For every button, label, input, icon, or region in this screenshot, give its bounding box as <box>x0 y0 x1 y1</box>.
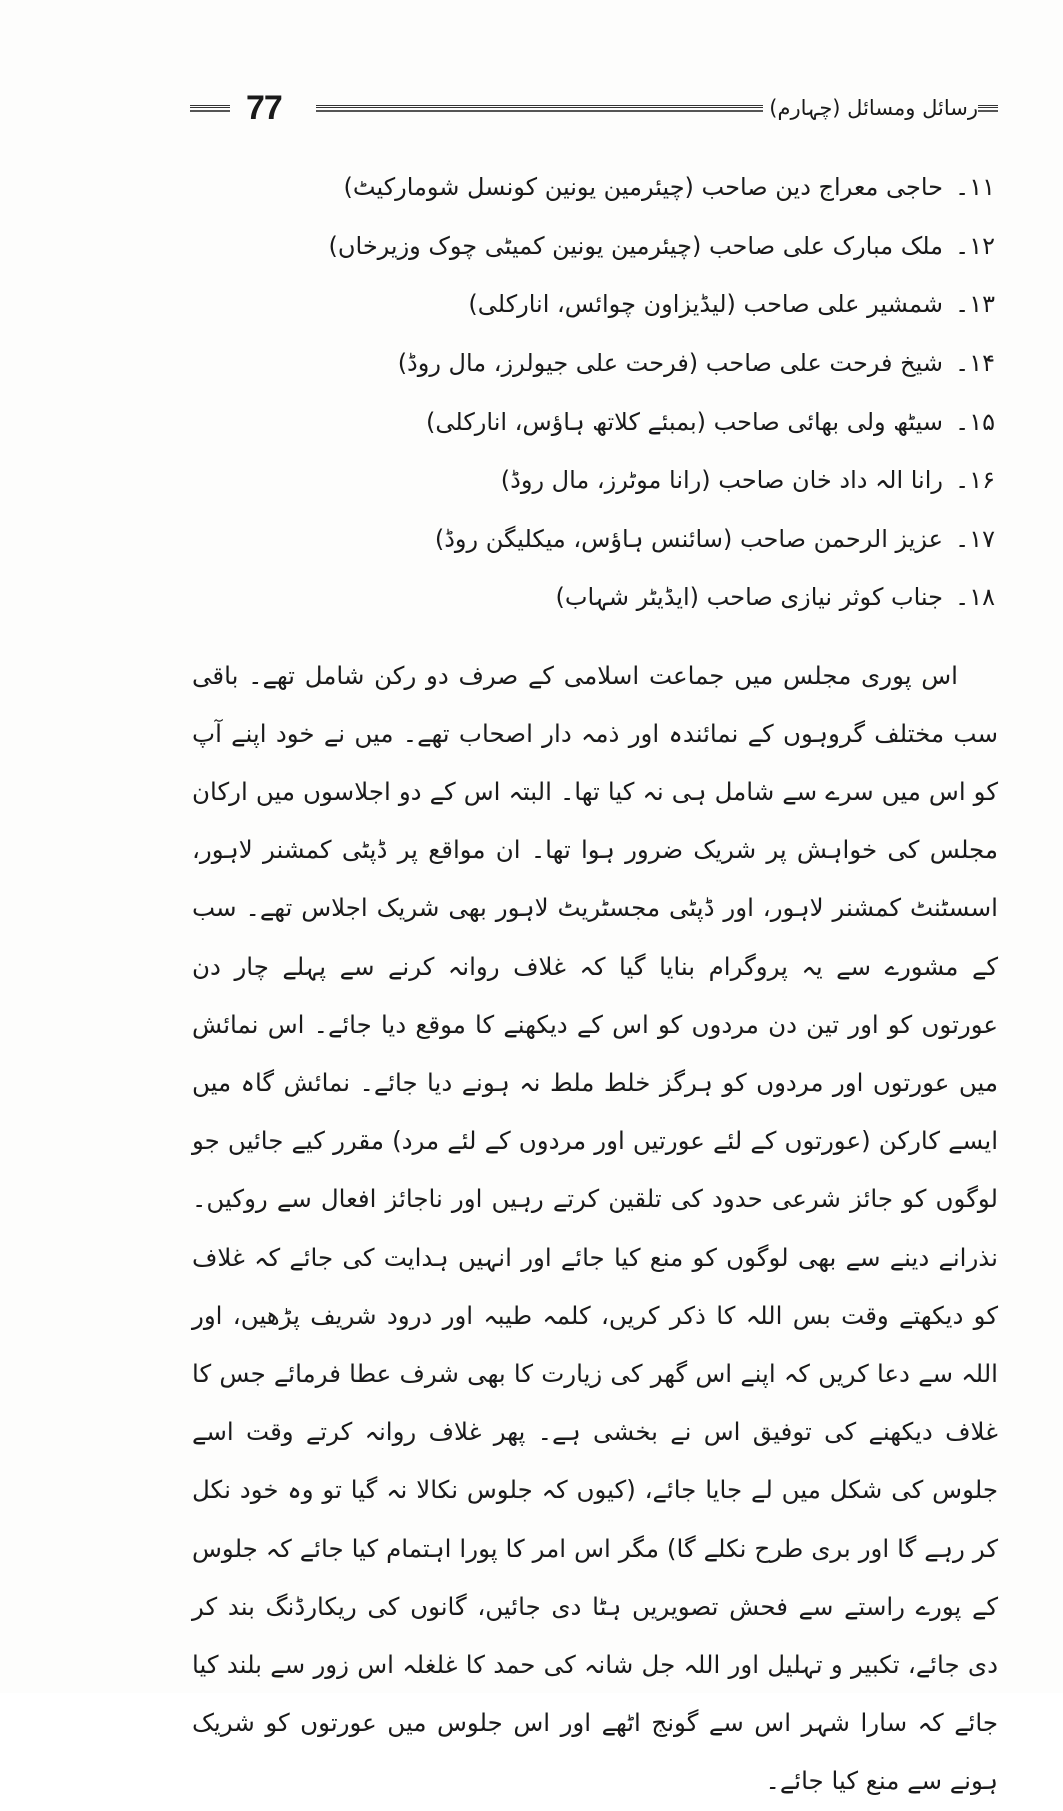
item-text: عزیز الرحمن صاحب (سائنس ہاؤس، میکلیگن روڈ) <box>434 524 943 553</box>
list-item <box>195 275 995 334</box>
header-rule <box>316 105 763 112</box>
page-header <box>190 90 998 126</box>
item-text: جناب کوثر نیازی صاحب (ایڈیٹر شہاب) <box>555 583 943 612</box>
item-text: شمشیر علی صاحب (لیڈیزاون چوائس، انارکلی) <box>468 290 943 319</box>
item-text: حاجی معراج دین صاحب (چیئرمین یونین کونسل شومارکیٹ) <box>343 173 943 202</box>
header-rule <box>190 105 230 112</box>
list-item <box>195 334 995 393</box>
item-number: ۱۳۔ <box>955 290 995 319</box>
list-item <box>195 392 995 451</box>
list-item <box>195 158 995 217</box>
list-item <box>195 451 995 510</box>
item-text: رانا الہ داد خان صاحب (رانا موٹرز، مال روڈ) <box>500 466 943 495</box>
item-text: سیٹھ ولی بھائی صاحب (بمبئے کلاتھ ہاؤس، انارکلی) <box>426 407 943 436</box>
list-item <box>195 568 995 627</box>
item-number: ۱۷۔ <box>955 524 995 553</box>
book-title: رسائل ومسائل (چہارم) <box>769 96 978 120</box>
item-text: ملک مبارک علی صاحب (چیئرمین یونین کمیٹی چوک وزیرخاں) <box>328 231 943 260</box>
item-number: ۱۴۔ <box>955 349 995 378</box>
item-number: ۱۵۔ <box>955 407 995 436</box>
item-text: شیخ فرحت علی صاحب (فرحت علی جیولرز، مال روڈ) <box>397 349 943 378</box>
item-number: ۱۲۔ <box>955 231 995 260</box>
header-rule <box>978 105 998 112</box>
list-item <box>195 510 995 569</box>
item-number: ۱۶۔ <box>955 466 995 495</box>
item-number: ۱۱۔ <box>955 173 995 202</box>
page-number: 77 <box>246 88 282 127</box>
list-item <box>195 217 995 276</box>
body-paragraph: اس پوری مجلس میں جماعت اسلامی کے صرف دو رکن شامل تھے۔ باقی سب مختلف گروہوں کے نمائندہ اور ذمہ دار اصحاب تھے۔ میں نے خود اپنے آپ کو اس میں سرے سے شامل ہی نہ کیا تھا۔ البتہ اس کے دو اجلاسوں میں ارکان مجلس کی خواہش پر شریک ضرور ہوا تھا۔ ان مواقع پر ڈپٹی کمشنر لاہور، اسسٹنٹ کمشنر لاہور، اور ڈپٹی مجسٹریٹ لاہور بھی شریک اجلاس تھے۔ سب کے مشورے سے یہ پروگرام بنایا گیا کہ غلاف روانہ کرنے سے پہلے چار دن عورتوں کو اور تین دن مردوں کو اس کے دیکھنے کا موقع دیا جائے۔ اس نمائش میں عورتوں اور مردوں کو ہرگز خلط ملط نہ ہونے دیا جائے۔ نمائش گاہ میں ایسے کارکن (عورتوں کے لئے عورتیں اور مردوں کے لئے مرد) مقرر کیے جائیں جو لوگوں کو جائز شرعی حدود کی تلقین کرتے رہیں اور ناجائز افعال سے روکیں۔ نذرانے دینے سے بھی لوگوں کو منع کیا جائے اور انہیں ہدایت کی جائے کہ غلاف کو دیکھتے وقت بس اللہ کا ذکر کریں، کلمہ طیبہ اور درود شریف پڑھیں، اور اللہ سے دعا کریں کہ اپنے اس گھر کی زیارت کا بھی شرف عطا فرمائے جس کا غلاف دیکھنے کی توفیق اس نے بخشی ہے۔ پھر غلاف روانہ کرتے وقت اسے جلوس کی شکل میں لے جایا جائے، (کیوں کہ جلوس نکالا نہ گیا تو وہ خود نکل کر رہے گا اور بری طرح نکلے گا) مگر اس امر کا پورا اہتمام کیا جائے کہ جلوس کے پورے راستے سے فحش تصویریں ہٹا دی جائیں، گانوں کی ریکارڈنگ بند کر دی جائے، تکبیر و تہلیل اور اللہ جل شانہ کی حمد کا غلغلہ اس زور سے بلند کیا جائے کہ سارا شہر اس سے گونج اٹھے اور اس جلوس میں عورتوں کو شریک ہونے سے منع کیا جائے۔ <box>192 660 998 1796</box>
item-number: ۱۸۔ <box>955 583 995 612</box>
member-list <box>195 158 995 627</box>
